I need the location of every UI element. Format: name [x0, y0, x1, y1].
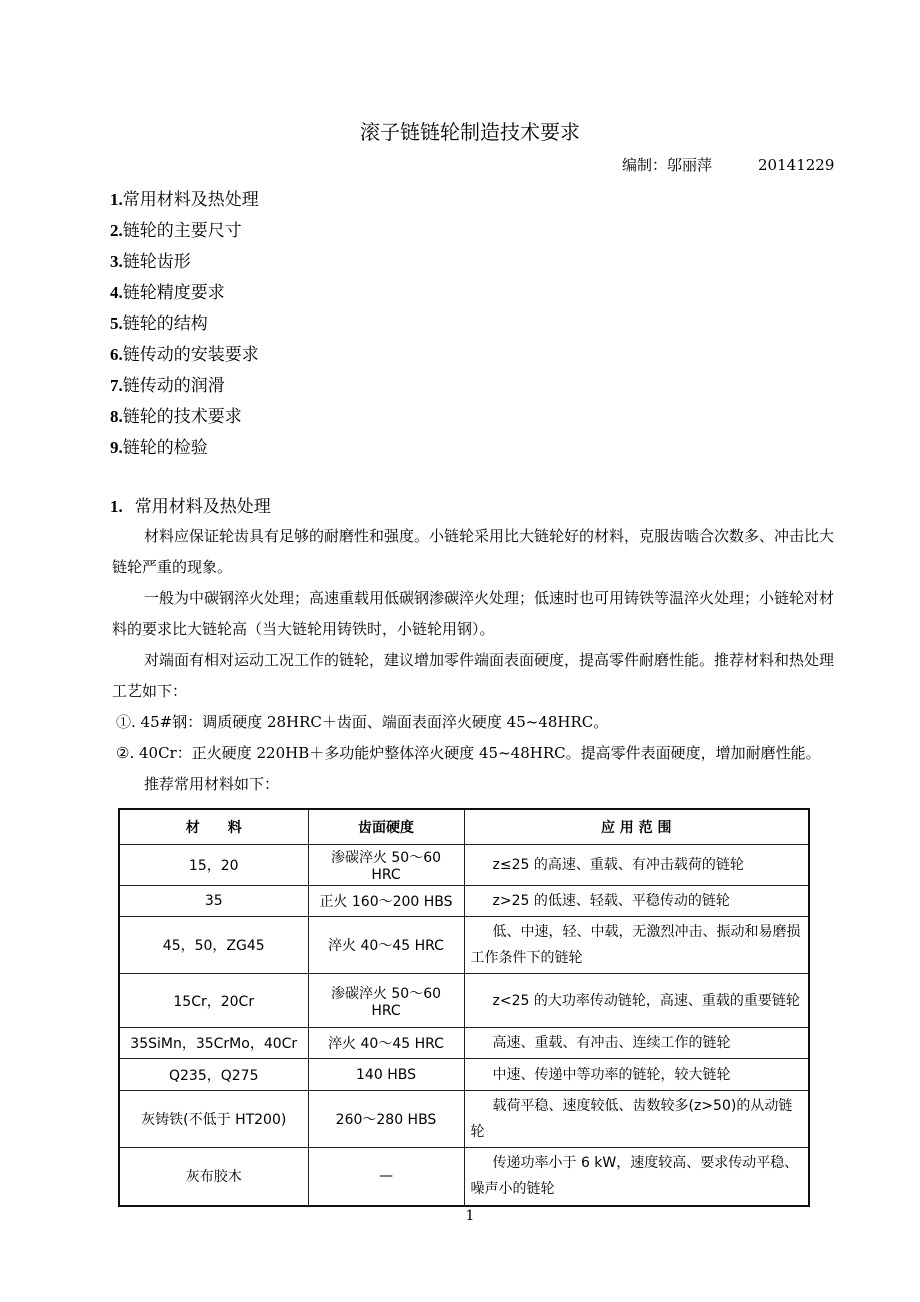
section-body	[112, 521, 834, 800]
toc-number: 5.	[110, 314, 123, 333]
hardness-cell: 淬火 40～45 HRC	[308, 917, 464, 974]
column-header: 应 用 范 围	[464, 809, 809, 845]
author-date: 20141229	[758, 156, 835, 174]
toc-number: 3.	[110, 252, 123, 271]
toc-number: 4.	[110, 283, 123, 302]
page-number: 1	[465, 1208, 475, 1224]
hardness-cell: 渗碳淬火 50～60 HRC	[308, 845, 464, 886]
application-cell: z<25 的大功率传动链轮，高速、重载的重要链轮	[464, 974, 809, 1028]
material-cell: 35SiMn，35CrMo，40Cr	[119, 1028, 308, 1059]
paragraph: 对端面有相对运动工况工作的链轮，建议增加零件端面表面硬度，提高零件耐磨性能。推荐材料和热处理工艺如下：	[112, 651, 835, 700]
application-cell: z≤25 的高速、重载、有冲击载荷的链轮	[464, 845, 809, 886]
toc-number: 2.	[110, 221, 123, 240]
column-header: 材 料	[119, 809, 308, 845]
hardness-cell: —	[308, 1148, 464, 1206]
paragraph: 一般为中碳钢淬火处理；高速重载用低碳钢渗碳淬火处理；低速时也可用铸铁等温淬火处理；小链轮对材料的要求比大链轮高（当大链轮用铸铁时，小链轮用钢）。	[112, 589, 835, 638]
material-cell: 灰布胶木	[119, 1148, 308, 1206]
table-row	[119, 1091, 809, 1148]
toc-item	[110, 432, 259, 463]
toc-text: 链传动的安装要求	[122, 345, 259, 365]
application-cell: 传递功率小于 6 kW，速度较高、要求传动平稳、噪声小的链轮	[464, 1148, 809, 1206]
toc-item	[110, 246, 259, 277]
hardness-cell: 淬火 40～45 HRC	[308, 1028, 464, 1059]
section-number: 1.	[110, 497, 123, 516]
column-header: 齿面硬度	[308, 809, 464, 845]
material-cell: 15Cr，20Cr	[119, 974, 308, 1028]
toc-item	[110, 339, 259, 370]
toc-text: 链轮精度要求	[122, 283, 225, 303]
toc-text: 链轮的技术要求	[122, 407, 242, 427]
toc-item	[110, 184, 259, 215]
toc-number: 1.	[110, 190, 123, 209]
toc-item	[110, 308, 259, 339]
toc-item	[110, 370, 259, 401]
toc-text: 链传动的润滑	[122, 376, 225, 396]
table-row	[119, 917, 809, 974]
section-title: 常用材料及热处理	[134, 497, 271, 517]
section-heading	[110, 492, 271, 517]
author-line	[622, 154, 834, 175]
hardness-cell: 140 HBS	[308, 1059, 464, 1091]
table-row	[119, 886, 809, 917]
author-label: 编制：邬丽萍	[622, 156, 713, 174]
application-cell: 中速、传递中等功率的链轮，较大链轮	[464, 1059, 809, 1091]
toc-item	[110, 277, 259, 308]
paragraph: 推荐常用材料如下：	[144, 775, 280, 793]
material-cell: 灰铸铁(不低于 HT200)	[119, 1091, 308, 1148]
toc-text: 链轮的检验	[122, 438, 208, 458]
table-row	[119, 1028, 809, 1059]
toc-item	[110, 215, 259, 246]
table-row	[119, 1148, 809, 1206]
table-row	[119, 845, 809, 886]
toc-text: 链轮的主要尺寸	[122, 221, 242, 241]
toc-number: 6.	[110, 345, 123, 364]
toc-item	[110, 401, 259, 432]
material-cell: 15，20	[119, 845, 308, 886]
application-cell: 低、中速，轻、中载，无激烈冲击、振动和易磨损工作条件下的链轮	[464, 917, 809, 974]
toc-text: 常用材料及热处理	[122, 190, 259, 210]
toc-text: 链轮齿形	[122, 252, 191, 272]
table-of-contents	[110, 184, 259, 463]
application-cell: 高速、重载、有冲击、连续工作的链轮	[464, 1028, 809, 1059]
toc-number: 8.	[110, 407, 123, 426]
list-item: ②. 40Cr：正火硬度 220HB＋多功能炉整体淬火硬度 45~48HRC。提高零件表面硬度，增加耐磨性能。	[116, 744, 821, 762]
table-row	[119, 1059, 809, 1091]
application-cell: 载荷平稳、速度较低、齿数较多(z>50)的从动链轮	[464, 1091, 809, 1148]
material-cell: 35	[119, 886, 308, 917]
document-title: 滚子链链轮制造技术要求	[360, 120, 580, 144]
toc-number: 9.	[110, 438, 123, 457]
toc-number: 7.	[110, 376, 123, 395]
hardness-cell: 260～280 HBS	[308, 1091, 464, 1148]
hardness-cell: 渗碳淬火 50～60 HRC	[308, 974, 464, 1028]
paragraph: 材料应保证轮齿具有足够的耐磨性和强度。小链轮采用比大链轮好的材料，克服齿啮合次数多、冲击比大链轮严重的现象。	[112, 527, 835, 576]
table-row	[119, 974, 809, 1028]
table-header-row	[119, 809, 809, 845]
application-cell: z>25 的低速、轻载、平稳传动的链轮	[464, 886, 809, 917]
list-item: ①. 45#钢：调质硬度 28HRC＋齿面、端面表面淬火硬度 45~48HRC。	[116, 713, 609, 731]
hardness-cell: 正火 160～200 HBS	[308, 886, 464, 917]
materials-table	[118, 808, 810, 1207]
material-cell: Q235，Q275	[119, 1059, 308, 1091]
toc-text: 链轮的结构	[122, 314, 208, 334]
material-cell: 45，50，ZG45	[119, 917, 308, 974]
